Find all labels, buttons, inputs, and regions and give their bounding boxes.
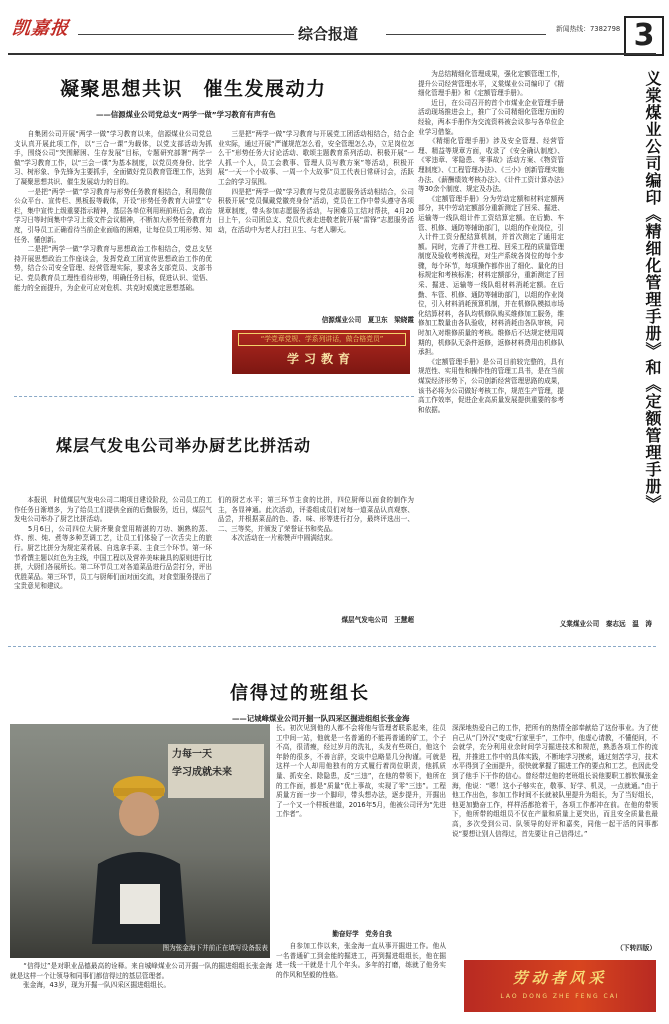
article-divider [8,646,656,648]
article1-byline: 信源煤业公司 夏卫东 梁晓霞 [321,316,414,324]
section-title: 综合报道 [298,25,359,43]
article4-body-col4: 深深地热爱自己的工作，把所有的热情全部奉献给了这份事业。为了使自己从“门外汉”变成“行家里手”，工作中，他虚心请教，不懂便问，不会就学，充分利用业余时间学习掘进技术和规范，熟悉各项工作的流程，并推进工作中的具体实践，不断地学习摸索，通过刻苦学习，技术水平得到了全面提升，很快就掌握了掘进工作的要点和工艺，也因此受到了他手下干作的信心。曾经带过他的老班组长说他要职工都钦佩张金海，他说：“嗯！这小子够实在，敬事、好学、机灵，一点就通。”由于他工作出色，参加工作时间不长就被队里提升为组长，为了当好组长，他更加勤奋工作，样样活都抢着干，各项工作都冲在前。在他的带领下，他所带的组组员不仅在产量和质量上更突出，而且安全质量也最高，多次受到公司、队领导的好评和嘉奖，同他一起干活的同事都说“要想让别人信得过，首先要让自己信得过。” [452,724,658,838]
article4-subtitle: ——记城峰煤业公司开掘一队四采区掘进组组长张金海 [232,714,410,723]
photo-slogan: 学习成就未来 [172,767,232,778]
article2-headline: 煤层气发电公司举办厨艺比拼活动 [56,436,312,455]
article1-headline: 凝聚思想共识 催生发展动力 [60,78,327,100]
news-hotline: 新闻热线：7382798 [556,25,621,33]
article4-photo [10,724,270,958]
article2-body-col2: 们的厨艺水平；第三环节主食的比拼，四位厨师以面食的制作为主，各显神通。此次活动，评委组成员们对每一道菜品认真观察、品尝，并根据菜品的色、香、味、形等进行打分，最终评选出一、二、三等奖，并颁发了荣誉证书和奖品。 本次活动在一片称赞声中圆满结束。 [218,496,414,543]
article1-body-col2: 三是把“两学一做”学习教育与开展党工团活动相结合，结合企业实际，通过开展“严谨规范怎么看，安全管理怎么办，立足岗位怎么干”形势任务大讨论活动、歌颂主题教育系列活动、积极开展“一人抓一个人，员工会教事、管理人员写教方案”等活动，积极开展“一天一个小故事、一周一个大故事”员工代表日常研讨会，活跃工会的学习氛围。 四是把“两学一做”学习教育与党员志愿服务活动相结合，公司积极开展“党员佩戴党徽亮身份”活动，党员在工作中带头遵守各项规章制度，带头参加志愿服务活动，与困难员工结对帮扶，4月20日上午，公司团总支、党员代表走进敬老院开展“雷锋”志愿服务活动，在活动中为老人打扫卫生、与老人聊天。 [218,130,414,234]
article3-body: 为总结精细化管理成果，强化定额管理工作，提升公司经营管理水平，义棠煤业公司编印了《精细化管理手册》和《定额管理手册》。 近日，在公司召开的首个市煤业企业管理手册活动现场推进会上，推广了公司精细化管理方面的经验，两本手册作为交流资料被会议参与各单位企业学习借鉴。 《精细化管理手册》涉及安全管理、经营管理、精益等规章方面，收录了《安全确认制度》、《零违章、零隐患、零事故》活动方案、《物资管理制度》、《工程管理办法》、《三小》创新管理实施办法、《薪酬绩效考核办法》、《计件工资计算办法》等30余个制度、规定及办法。 《定额管理手册》分为劳动定额和材料定额两部分，其中劳动定额部分重新测定了回采、掘进、运输等一线队组计件工资结算定额。在后勤、车管、机修、通防等辅助部门，以组的作业岗位，引入计件工资分配结算机制，并首次测定了通用定额。同时，完善了井巷工程、回采工程的质量管理制度及验收考核流程，对生产系统各岗位的每个步骤，每个环节，每项操作都作出了细化、量化的目标规定和考核标准；材料定额部分，重新测定了回采、掘进、运输等一线队组材料消耗定额。在后勤、车管、机修、通防等辅助部门，以组的作业岗位，引入材料消耗预算机制，并在机修队模拟市场化结算材料，各队均机修队购买维修加工服务，维修加工数量由各队验收，材料消耗由各队审核，同时加入对维修质量的考核。维修后不达规定使用周期的，机修队无条件返修，返修材料费用由机修队承担。 《定额管理手册》是公司目前较完整的，具有规范性、实用性和操作性的管理工具书，是在当前煤炭经济形势下，公司创新经营管理思路的成果，该书必将为公司做好考核工作，规范生产管理，提高工作效率，促进企业高质量发展提供重要的参考和依据。 [418,70,564,414]
photo-caption: 图为张金海下井前正在填写设备报表 [162,944,268,952]
article4-body-col2: 长。初次见到他的人都不会将他与管理者联系起来，往员工中间一站，他就是一名普通的不能再普通的矿工，个子不高，很清瘦，经过岁月的洗礼，头发有些斑白，他这个年龄的很多，不善言辞，交谈中总略显几分拘谨。可就是这样一个人却用他独有的方式履行着岗位职责，他抓质量、抓安全、除隐患，反“三违”，在他的带领下，他所在的工作面，都是“质量”优上事故，实现了零“三违”。工程质量方面一步一个脚印，带头想办法，逐步提升，开掘出了一个又一个样板巷道，2016年5月，他被公司评为“先进工作者”。 [276,724,446,819]
article-divider [14,396,414,398]
article1-photo [232,330,410,374]
article4-body-col1: “信得过”是对职业品德最高的诠释。来自城峰煤业公司开掘一队的掘进组组长张金海就是这样一个让领导和同事们都信得过的基层管理者。 张金海，43岁，现为开掘一队四采区掘进组组长。 [10,962,272,990]
article1-body-col1: 自集团公司开展“两学一做”学习教育以来，信源煤业公司党总支认真开展此项工作，以“三合一课”为载体，以党支部活动为抓手，围绕公司“突围解困、生存发展”目标，专题研究部署“两学一做”学习教育工作，以“三会一课”为基本制度，以党员亮身份、比学习、树形象、争先锋为主要抓手，全面做好党员教育管理工作，达到了凝聚思想共识、催生发展动力的目的。 一是把“两学一做”学习教育与形势任务教育相结合，利用微信公众平台、宣传栏、黑板报等载体，开设“形势任务教育大讲堂”专栏，集中宣传上级重要指示精神，基层各单位利用班前班后会，政治学习日等时间集中学习上级文件会议精神，不断加大形势任务教育力度，引导员工正确看待当前企业面临的困难，让每位员工明形势、知任务、懂创新。 二是把“两学一做”学习教育与思想政治工作相结合，党总支坚持开展思想政治工作座谈会，发挥党政工团宣传思想政治工作的优势，结合公司安全管理、经营管理实际，要求各支部党员、支部书记、党员教育员工理性看待形势，明确任务目标，促进认识、觉悟、能力的全面提升，为企业可应对危机、共克时艰奠定思想基础。 [14,130,212,292]
article3-headline: 义棠煤业公司编印《精细化管理手册》和《定额管理手册》 [643,70,662,512]
article3-byline: 义棠煤业公司 秦志远 温 涛 [559,620,652,628]
top-divider [8,53,656,55]
newspaper-logo: 凯嘉报 [10,18,71,39]
continued-note: （下转四版） [616,944,656,952]
article4-section-heading: 勤奋好学 党务自我 [332,930,392,938]
article1-subtitle: ——信源煤业公司党总支“两学一做”学习教育有声有色 [96,110,276,119]
page-number: 3 [624,16,664,56]
article2-body-col1: 本报讯 时值煤层气发电公司二期项目建设阶段，公司员工的工作任务日渐增多，为了给员工们提供全面的后勤服务，近日，煤层气发电公司举办了厨艺比拼活动。 5月6日，公司四位大厨齐聚食堂用精湛的刀功、娴熟的蒸、炸、煎、炖、煮等多种烹调工艺，让员工们体验了一次舌尖上的旅行。厨艺比拼分为规定菜肴展、自选拿手菜、主食三个环节。第一环节肴馔主题以红色为主线，中国工程以及营养美味兼具的原则进行比拼，大厨们各展所长。第二环节员工对各道菜品进行品尝打分，评出优胜菜品。第三环节，员工与厨师们面对面交流，对食堂服务提出了宝贵意见和建议。 [14,496,212,591]
column-banner-title: 劳动者风采 [512,969,608,987]
header-rule [386,34,546,35]
article1-photo-banner: “学党章党规、学系列讲话，做合格党员” [238,333,406,346]
article2-byline: 煤层气发电公司 王慧超 [341,616,414,624]
column-banner [464,960,656,1012]
miner-figure-icon [84,764,194,944]
header-rule [78,34,294,35]
column-banner-pinyin: LAO DONG ZHE FENG CAI [500,993,620,1000]
article4-body-col3: 自参加工作以来，张金海一直从事开掘进工作。他从一名普通矿工到金能的掘进工，再到掘进组组长，他在掘进一线一干就是十几个年头。多年的打磨，练就了他务实的作风和坚毅的性格。 [276,942,446,979]
article4-headline: 信得过的班组长 [230,683,370,704]
photo-slogan: 力每一天 [172,749,212,760]
article1-photo-caption: 学习教育 [286,352,355,366]
